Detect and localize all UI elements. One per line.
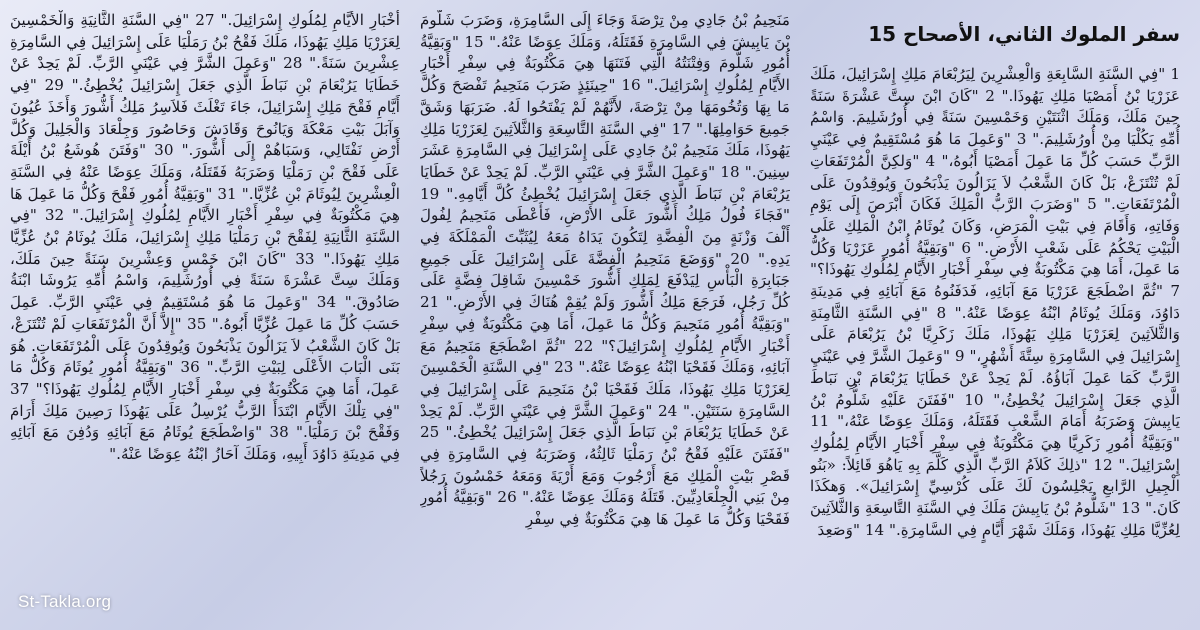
column-text: أَخْبَارِ الأَيَّامِ لِمُلُوكِ إِسْرَائِيلَ." 27 "فِي السَّنَةِ الثَّانِيَةِ وَالْخَمْسِينَ لِعَزَرْيَا مَلِكِ يَهُوذَا، مَلَكَ فَقْحُ بْنُ رَمَلْيَا عَلَى إِسْرَائِيلَ فِي السَّامِرَةِ عِشْرِينَ سَنَةً." 28 "وَعَمِلَ الشَّرَّ فِي عَيْنَيِ الرَّبِّ. لَمْ يَحِدْ عَنْ خَطَايَا يَرُبْعَامَ بْنِ نَبَاطَ الَّذِي جَعَلَ إِسْرَائِيلَ يُخْطِئُ." 29 "فِي أَيَّامِ فَقْحَ مَلِكِ إِسْرَائِيلَ، جَاءَ تَغْلَثَ فَلاَسِرُ مَلِكُ أَشُّورَ وَأَخَذَ عُيُونَ وَآبَلَ بَيْتِ مَعْكَةَ وَيَانُوحَ وَقَادَشَ وَحَاصُورَ وَجِلْعَادَ وَالْجَلِيلَ وَكُلَّ أَرْضِ نَفْتَالِي، وَسَبَاهُمْ إِلَى أَشُّورَ." 30 "وَفَتَنَ هُوشَعُ بْنُ أَيْلَةَ عَلَى فَقْحَ بْنِ رَمَلْيَا وَضَرَبَهُ فَقَتَلَهُ، وَمَلَكَ عِوَضًا عَنْهُ فِي السَّنَةِ الْعِشْرِينَ لِيُوثَامَ بْنِ عُزِّيَّا." 31 "وَبَقِيَّةُ أُمُورِ فَقْحَ وَكُلُّ مَا عَمِلَ هَا هِيَ مَكْتُوبَةٌ فِي سِفْرِ أَخْبَارِ الأَيَّامِ لِمُلُوكِ إِسْرَائِيلَ." 32 "فِي السَّنَةِ الثَّانِيَةِ لِفَقْحَ بْنِ رَمَلْيَا مَلِكِ إِسْرَائِيلَ، مَلَكَ يُوثَامُ بْنُ عُزِّيَّا مَلِكِ يَهُوذَا." 33 "كَانَ ابْنَ خَمْسٍ وَعِشْرِينَ سَنَةً حِينَ مَلَكَ، وَمَلَكَ سِتَّ عَشْرَةَ سَنَةً فِي أُورُشَلِيمَ، وَاسْمُ أُمِّهِ يَرُوشَا ابْنَةُ صَادُوقَ." 34 "وَعَمِلَ مَا هُوَ مُسْتَقِيمٌ فِي عَيْنَيِ الرَّبِّ. عَمِلَ حَسَبَ كُلِّ مَا عَمِلَ عُزِّيَّا أَبُوهُ." 35 "إِلاَّ أَنَّ الْمُرْتَفَعَاتِ لَمْ تُنْتَزَعْ، بَلْ كَانَ الشَّعْبُ لاَ يَزَالُونَ يَذْبَحُونَ وَيُوقِدُونَ عَلَى الْمُرْتَفَعَاتِ. هُوَ بَنَى الْبَابَ الأَعْلَى لِبَيْتِ الرَّبِّ." 36 "وَبَقِيَّةُ أُمُورِ يُوثَامَ وَكُلُّ مَا عَمِلَ، أَمَا هِيَ مَكْتُوبَةٌ فِي سِفْرِ أَخْبَارِ الأَيَّامِ لِمُلُوكِ يَهُوذَا؟" 37 "فِي تِلْكَ الأَيَّامِ ابْتَدَأَ الرَّبُّ يُرْسِلُ عَلَى يَهُوذَا رَصِينَ مَلِكَ أَرَامَ وَفَقْحَ بْنَ رَمَلْيَا." 38 "وَاضْطَجَعَ يُوثَامُ مَعَ آبَائِهِ وَدُفِنَ مَعَ آبَائِهِ فِي مَدِينَةِ دَاوُدَ أَبِيهِ، وَمَلَكَ آحَازُ ابْنُهُ عِوَضًا عَنْهُ." bbox=[10, 11, 400, 464]
text-column-middle bbox=[420, 10, 790, 620]
text-column-left bbox=[10, 10, 400, 620]
text-column-right bbox=[810, 26, 1180, 620]
column-text: 1 "فِي السَّنَةِ السَّابِعَةِ وَالْعِشْرِينَ لِيَرُبْعَامَ مَلِكِ إِسْرَائِيلَ، مَلَكَ عَزَرْيَا بْنُ أَمَصْيَا مَلِكِ يَهُوذَا." 2 "كَانَ ابْنَ سِتَّ عَشْرَةَ سَنَةً حِينَ مَلَكَ، وَمَلَكَ اثْنَتَيْنِ وَخَمْسِينَ سَنَةً فِي أُورُشَلِيمَ. وَاسْمُ أُمِّهِ يَكُلْيَا مِنْ أُورُشَلِيمَ." 3 "وَعَمِلَ مَا هُوَ مُسْتَقِيمٌ فِي عَيْنَيِ الرَّبِّ حَسَبَ كُلِّ مَا عَمِلَ أَمَصْيَا أَبُوهُ،" 4 "وَلكِنَّ الْمُرْتَفَعَاتِ لَمْ تُنْتَزَعْ، بَلْ كَانَ الشَّعْبُ لاَ يَزَالُونَ يَذْبَحُونَ وَيُوقِدُونَ عَلَى الْمُرْتَفَعَاتِ." 5 "وَضَرَبَ الرَّبُّ الْمَلِكَ فَكَانَ أَبْرَصَ إِلَى يَوْمِ وَفَاتِهِ، وَأَقَامَ فِي بَيْتِ الْمَرَضِ، وَكَانَ يُوثَامُ ابْنُ الْمَلِكِ عَلَى الْبَيْتِ يَحْكُمُ عَلَى شَعْبِ الأَرْضِ." 6 "وَبَقِيَّةُ أُمُورِ عَزَرْيَا وَكُلُّ مَا عَمِلَ، أَمَا هِيَ مَكْتُوبَةٌ فِي سِفْرِ أَخْبَارِ الأَيَّامِ لِمُلُوكِ يَهُوذَا؟" 7 "ثُمَّ اضْطَجَعَ عَزَرْيَا مَعَ آبَائِهِ، فَدَفَنُوهُ مَعَ آبَائِهِ فِي مَدِينَةِ دَاوُدَ، وَمَلَكَ يُوثَامُ ابْنُهُ عِوَضًا عَنْهُ." 8 "فِي السَّنَةِ الثَّامِنَةِ وَالثَّلاَثِينَ لِعَزَرْيَا مَلِكِ يَهُوذَا، مَلَكَ زَكَرِيَّا بْنُ يَرُبْعَامَ عَلَى إِسْرَائِيلَ فِي السَّامِرَةِ سِتَّةَ أَشْهُرٍ،" 9 "وَعَمِلَ الشَّرَّ فِي عَيْنَيِ الرَّبِّ كَمَا عَمِلَ آبَاؤُهُ. لَمْ يَحِدْ عَنْ خَطَايَا يَرُبْعَامَ بْنِ نَبَاطَ الَّذِي جَعَلَ إِسْرَائِيلَ يُخْطِئُ،" 10 "فَفَتَنَ عَلَيْهِ شَلُّومُ بْنُ يَابِيشَ وَضَرَبَهُ أَمَامَ الشَّعْبِ فَقَتَلَهُ، وَمَلَكَ عِوَضًا عَنْهُ،" 11 "وَبَقِيَّةُ أُمُورِ زَكَرِيَّا هِيَ مَكْتُوبَةٌ فِي سِفْرِ أَخْبَارِ الأَيَّامِ لِمُلُوكِ إِسْرَائِيلَ." 12 "ذلِكَ كَلاَمُ الرَّبِّ الَّذِي كَلَّمَ بِهِ يَاهُوَ قَائِلاً: «بَنُو الْجِيلِ الرَّابعِ يَجْلِسُونَ لَكَ عَلَى كُرْسِيِّ إِسْرَائِيلَ». وَهكَذَا كَانَ." 13 "شَلُّومُ بْنُ يَابِيشَ مَلَكَ فِي السَّنَةِ التَّاسِعَةِ وَالثَّلاَثِينَ لِعُزِّيَّا مَلِكِ يَهُوذَا، وَمَلَكَ شَهْرَ أَيَّامٍ فِي السَّامِرَةِ." 14 "وَصَعِدَ bbox=[810, 65, 1180, 539]
chapter-title: سفر الملوك الثاني، الأصحاح 15 bbox=[868, 22, 1180, 46]
site-watermark: St-Takla.org bbox=[18, 592, 112, 611]
column-text: مَنَحِيمُ بْنُ جَادِي مِنْ تِرْصَةَ وَجَاءَ إِلَى السَّامِرَةِ، وَضَرَبَ شَلُّومَ بْنَ يَابِيشَ فِي السَّامِرَةِ فَقَتَلَهُ، وَمَلَكَ عِوَضًا عَنْهُ." 15 "وَبَقِيَّةُ أُمُورِ شَلُّومَ وَفِتْنَتُهُ الَّتِي فَتَنَهَا هِيَ مَكْتُوبَةٌ فِي سِفْرِ أَخْبَارِ الأَيَّامِ لِمُلُوكِ إِسْرَائِيلَ." 16 "حِينَئِذٍ ضَرَبَ مَنَحِيمُ تَفْصَحَ وَكُلَّ مَا بِهَا وَتُخُومَهَا مِنْ تِرْصَةَ، لأَنَّهُمْ لَمْ يَفْتَحُوا لَهُ. ضَرَبَهَا وَشَقَّ جَمِيعَ حَوَامِلِهَا." 17 "فِي السَّنَةِ التَّاسِعَةِ وَالثَّلاَثِينَ لِعَزَرْيَا مَلِكِ يَهُوذَا، مَلَكَ مَنَحِيمُ بْنُ جَادِي عَلَى إِسْرَائِيلَ فِي السَّامِرَةِ عَشَرَ سِنِينَ." 18 "وَعَمِلَ الشَّرَّ فِي عَيْنَيِ الرَّبِّ. لَمْ يَحِدْ عَنْ خَطَايَا يَرُبْعَامَ بْنِ نَبَاطَ الَّذِي جَعَلَ إِسْرَائِيلَ يُخْطِئُ كُلَّ أَيَّامِهِ." 19 "فَجَاءَ فُولُ مَلِكُ أَشُّورَ عَلَى الأَرْضِ، فَأَعْطَى مَنَحِيمُ لِفُولَ أَلْفَ وَزْنَةٍ مِنَ الْفِضَّةِ لِتَكُونَ يَدَاهُ مَعَهُ لِيُثَبِّتَ الْمَمْلَكَةَ فِي يَدِهِ." 20 "وَوَضَعَ مَنَحِيمُ الْفِضَّةَ عَلَى إِسْرَائِيلَ عَلَى جَمِيعِ جَبَابِرَةِ الْبَأْسِ لِيَدْفَعَ لِمَلِكِ أَشُّورَ خَمْسِينَ شَاقِلَ فِضَّةٍ عَلَى كُلِّ رَجُل، فَرَجَعَ مَلِكُ أَشُّورَ وَلَمْ يُقِمْ هُنَاكَ فِي الأَرْضِ." 21 "وَبَقِيَّةُ أُمُورِ مَنَحِيمَ وَكُلُّ مَا عَمِلَ، أَمَا هِيَ مَكْتُوبَةٌ فِي سِفْرِ أَخْبَارِ الأَيَّامِ لِمُلُوكِ إِسْرَائِيلَ؟" 22 "ثُمَّ اضْطَجَعَ مَنَحِيمُ مَعَ آبَائِهِ، وَمَلَكَ فَقَحْيَا ابْنُهُ عِوَضًا عَنْهُ." 23 "فِي السَّنَةِ الْخَمْسِينَ لِعَزَرْيَا مَلِكِ يَهُوذَا، مَلَكَ فَقَحْيَا بْنُ مَنَحِيمَ عَلَى إِسْرَائِيلَ فِي السَّامِرَةِ سَنَتَيْنِ." 24 "وَعَمِلَ الشَّرَّ فِي عَيْنَيِ الرَّبِّ. لَمْ يَحِدْ عَنْ خَطَايَا يَرُبْعَامَ بْنِ نَبَاطَ الَّذِي جَعَلَ إِسْرَائِيلَ يُخْطِئُ." 25 "فَفَتَنَ عَلَيْهِ فَقْحُ بْنُ رَمَلْيَا ثَالِثُهُ، وَضَرَبَهُ فِي السَّامِرَةِ فِي قَصْرِ بَيْتِ الْمَلِكِ مَعَ أَرْجُوبَ وَمَعَ أَرْيَةَ وَمَعَهُ خَمْسُونَ رَجُلاً مِنْ بَنِي الْجِلْعَادِيِّينَ. قَتَلَهُ وَمَلَكَ عِوَضًا عَنْهُ." 26 "وَبَقِيَّةُ أُمُورِ فَقَحْيَا وَكُلُّ مَا عَمِلَ هَا هِيَ مَكْتُوبَةٌ فِي سِفْرِ bbox=[420, 11, 790, 529]
